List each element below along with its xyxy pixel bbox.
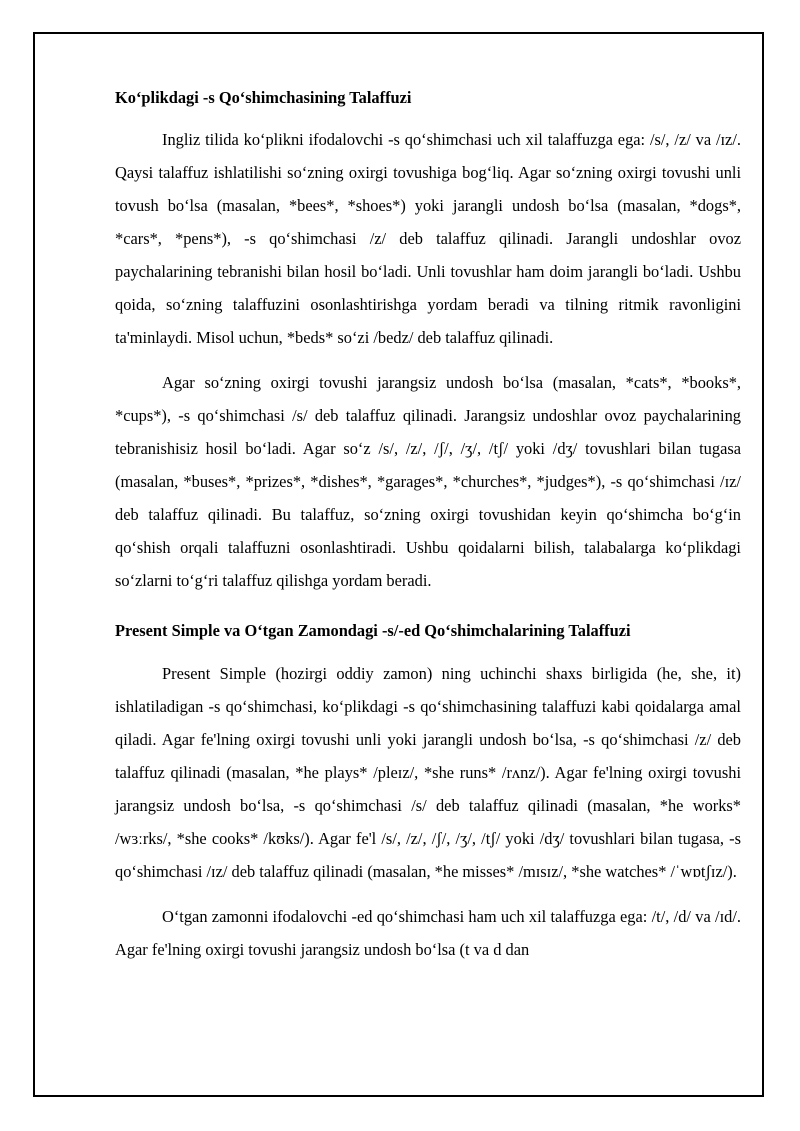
document-body	[115, 85, 741, 978]
paragraph: Agar so‘zning oxirgi tovushi jarangsiz undosh bo‘lsa (masalan, *cats*, *books*, *cups*), -s qo‘shimchasi /s/ deb talaffuz qilinadi. Jarangsiz undoshlar ovoz paychalarining tebranishisiz hosil bo‘ladi. Agar so‘z /s/, /z/, /ʃ/, /ʒ/, /tʃ/ yoki /dʒ/ tovushlari bilan tugasa (masalan, *buses*, *prizes*, *dishes*, *garages*, *churches*, *judges*), -s qo‘shimchasi /ɪz/ deb talaffuz qilinadi. Bu talaffuz, so‘zning oxirgi tovushidan keyin qo‘shimcha bo‘g‘in qo‘shish orqali talaffuzni osonlashtiradi. Ushbu qoidalarni bilish, talabalarga ko‘plikdagi so‘zlarni to‘g‘ri talaffuz qilishga yordam beradi.	[115, 373, 741, 591]
section-heading-plural-s: Ko‘plikdagi -s Qo‘shimchasining Talaffuzi	[115, 88, 412, 107]
paragraph: O‘tgan zamonni ifodalovchi -ed qo‘shimchasi ham uch xil talaffuzga ega: /t/, /d/ va /ɪd/. Agar fe'lning oxirgi tovushi jarangsiz undosh bo‘lsa (t va d dan	[115, 906, 741, 959]
section-heading-present-past: Present Simple va O‘tgan Zamondagi -s/-ed Qo‘shimchalarining Talaffuzi	[115, 621, 631, 641]
paragraph: Present Simple (hozirgi oddiy zamon) ning uchinchi shaxs birligida (he, she, it) ishlatiladigan -s qo‘shimchasi, ko‘plikdagi -s qo‘shimchasining talaffuzi kabi qoidalarga amal qiladi. Agar fe'lning oxirgi tovushi unli yoki jarangli undosh bo‘lsa, -s qo‘shimchasi /z/ deb talaffuz qilinadi (masalan, *he plays* /pleɪz/, *she runs* /rʌnz/). Agar fe'lning oxirgi tovushi jarangsiz undosh bo‘lsa, -s qo‘shimchasi /s/ deb talaffuz qilinadi (masalan, *he works* /wɜːrks/, *she cooks* /kʊks/). Agar fe'l /s/, /z/, /ʃ/, /ʒ/, /tʃ/ yoki /dʒ/ tovushlari bilan tugasa, -s qo‘shimchasi /ɪz/ deb talaffuz qilinadi (masalan, *he misses* /mɪsɪz/, *she watches* /ˈwɒtʃɪz/).	[115, 663, 741, 881]
paragraph: Ingliz tilida ko‘plikni ifodalovchi -s qo‘shimchasi uch xil talaffuzga ega: /s/, /z/ va /ɪz/. Qaysi talaffuz ishlatilishi so‘zning oxirgi tovushiga bog‘liq. Agar so‘zning oxirgi tovushi unli tovush bo‘lsa (masalan, *bees*, *shoes*) yoki jarangli undosh bo‘lsa (masalan, *dogs*, *cars*, *pens*), -s qo‘shimchasi /z/ deb talaffuz qilinadi. Jarangli undoshlar ovoz paychalarining tebranishi bilan hosil bo‘ladi. Unli tovushlar ham doim jarangli bo‘ladi. Ushbu qoida, so‘zning talaffuzini osonlashtirishga yordam beradi va tilning ritmik ravonligini ta'minlaydi. Misol uchun, *beds* so‘zi /bedz/ deb talaffuz qilinadi.	[115, 130, 741, 348]
